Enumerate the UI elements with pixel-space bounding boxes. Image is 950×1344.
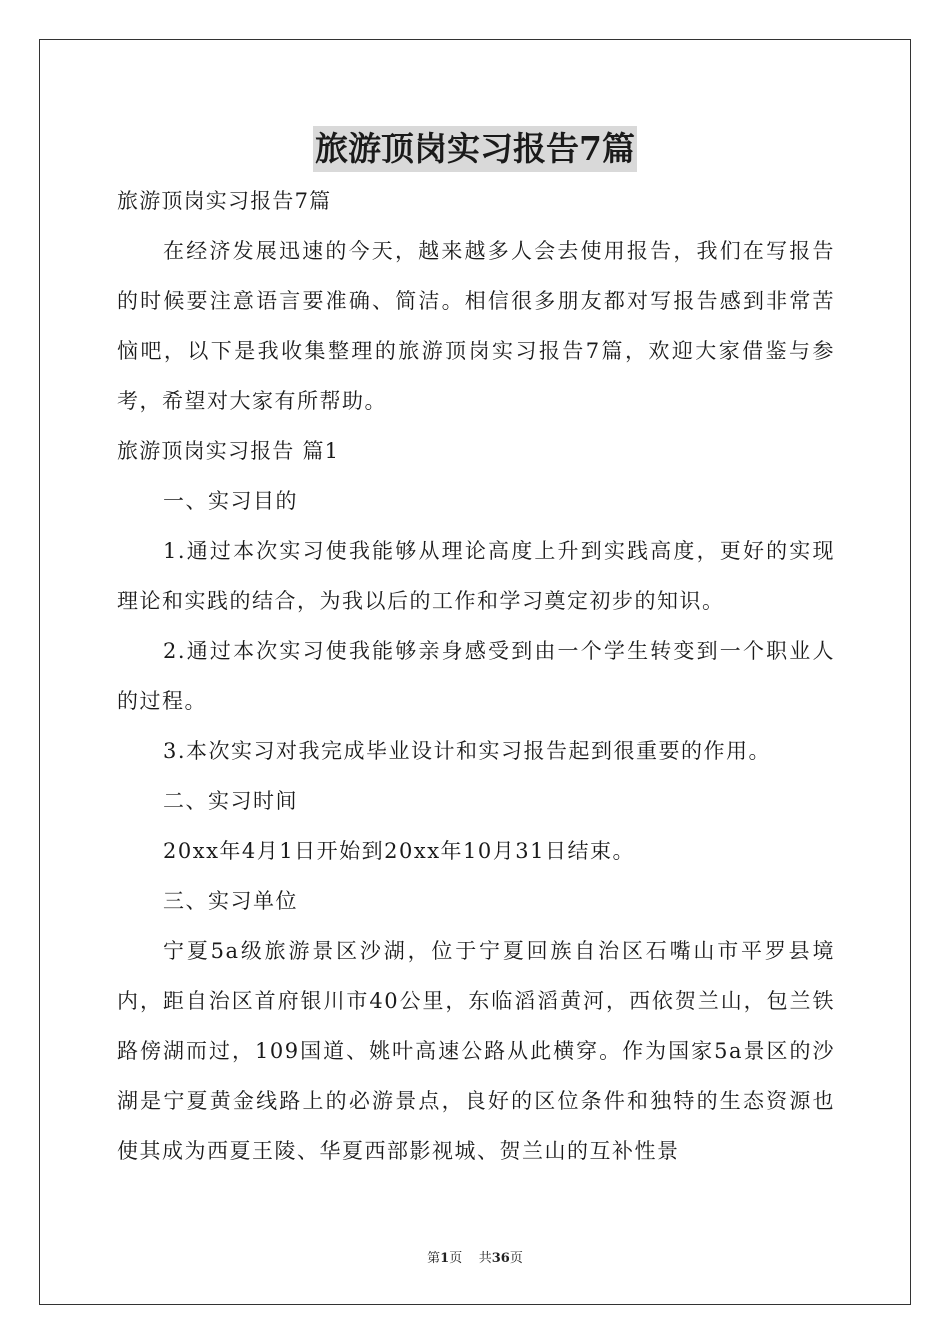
page-prefix: 第 [427, 1251, 441, 1266]
document-body [117, 176, 835, 1176]
document-title: 旅游顶岗实习报告7篇 [313, 126, 637, 172]
purpose-item-3: 3.本次实习对我完成毕业设计和实习报告起到很重要的作用。 [163, 739, 772, 763]
total-pages: 36 [491, 1251, 510, 1266]
unit-paragraph: 宁夏5a级旅游景区沙湖，位于宁夏回族自治区石嘴山市平罗县境内，距自治区首府银川市40公里，东临滔滔黄河，西依贺兰山，包兰铁路傍湖而过，109国道、姚叶高速公路从此横穿。作为国家5a景区的沙湖是宁夏黄金线路上的必游景点，良好的区位条件和独特的生态资源也使其成为西夏王陵、华夏西部影视城、贺兰山的互补性景 [117, 939, 835, 1163]
heading-purpose: 一、实习目的 [163, 489, 298, 513]
purpose-item-2: 2.通过本次实习使我能够亲身感受到由一个学生转变到一个职业人的过程。 [117, 639, 835, 713]
page-suffix: 页 [449, 1251, 463, 1266]
page-number: 1 [440, 1251, 450, 1266]
heading-time: 二、实习时间 [163, 789, 298, 813]
section-heading: 旅游顶岗实习报告 篇1 [117, 439, 340, 463]
title-container [0, 126, 950, 172]
heading-unit: 三、实习单位 [163, 889, 298, 913]
page-footer [0, 1247, 950, 1266]
purpose-item-1: 1.通过本次实习使我能够从理论高度上升到实践高度，更好的实现理论和实践的结合，为我以后的工作和学习奠定初步的知识。 [117, 539, 835, 613]
time-paragraph: 20xx年4月1日开始到20xx年10月31日结束。 [163, 839, 635, 863]
intro-paragraph: 在经济发展迅速的今天，越来越多人会去使用报告，我们在写报告的时候要注意语言要准确、简洁。相信很多朋友都对写报告感到非常苦恼吧，以下是我收集整理的旅游顶岗实习报告7篇，欢迎大家借鉴与参考，希望对大家有所帮助。 [117, 239, 835, 413]
total-prefix: 共 [478, 1251, 492, 1266]
total-suffix: 页 [509, 1251, 523, 1266]
subtitle-line: 旅游顶岗实习报告7篇 [117, 189, 332, 213]
